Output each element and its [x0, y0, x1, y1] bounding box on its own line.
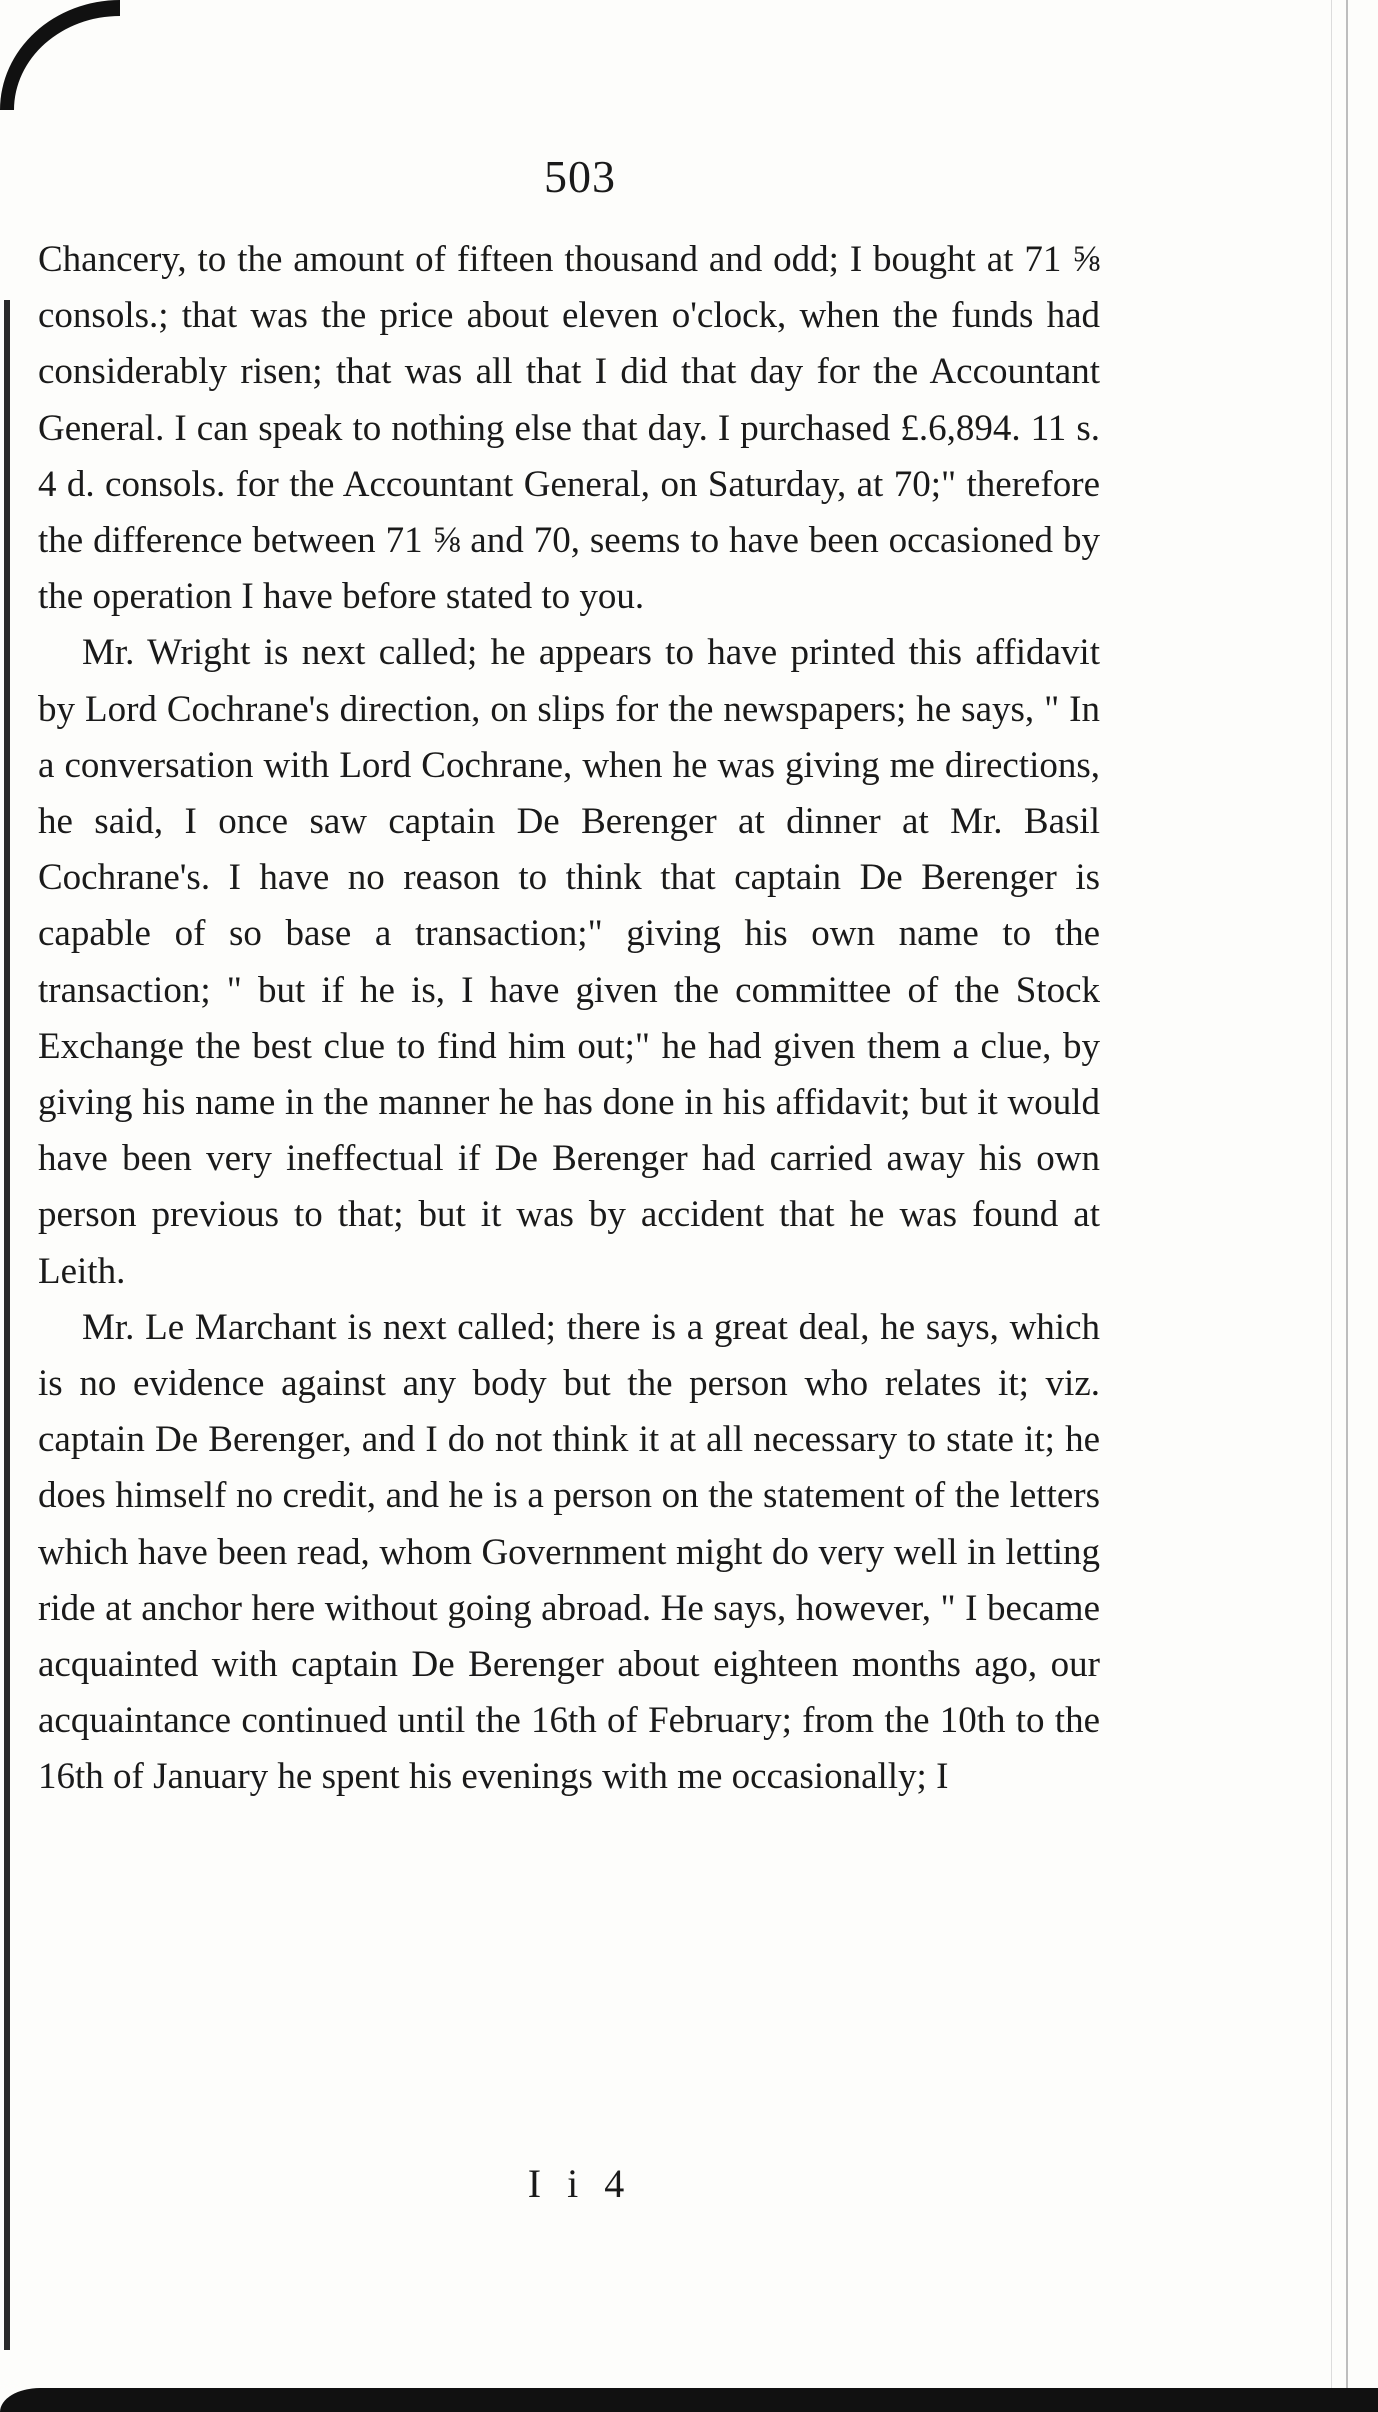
paragraph-3: Mr. Le Marchant is next called; there is a great deal, he says, which is no evidence against any body but the person who relates it; viz. captain De Berenger, and I do not think it at all necessary to state it; he does himself no credit, and he is a person on the statement of the letters which have been read, whom Government might do very well in letting ride at anchor here without going abroad. He says, however, " I became acquainted with captain De Berenger about eighteen months ago, our acquaintance continued until the 16th of February; from the 10th to the 16th of January he spent his evenings with me occasionally; I: [38, 1306, 1100, 1798]
page-corner-shadow: [0, 0, 120, 110]
paragraph-1: Chancery, to the amount of fifteen thousand and odd; I bought at 71 ⅝ consols.; that was the price about eleven o'clock, when the funds had considerably risen; that was all that I did that day for the Accountant General. I can speak to nothing else that day. I purchased £.6,894. 11 s. 4 d. consols. for the Accountant General, on Saturday, at 70;" therefore the difference between 71 ⅝ and 70, seems to have been occasioned by the operation I have before stated to you.: [38, 239, 1100, 618]
page-edge-line-inner: [1331, 0, 1332, 2412]
body-text: [38, 232, 1100, 1806]
signature-mark: I i 4: [527, 2161, 633, 2206]
page-bottom-shadow: [0, 2388, 1378, 2412]
paragraph-2: Mr. Wright is next called; he appears to have printed this affidavit by Lord Cochrane's direction, on slips for the newspapers; he says, " In a conversation with Lord Cochrane, when he was giving me directions, he said, I once saw captain De Berenger at dinner at Mr. Basil Cochrane's. I have no reason to think that captain De Berenger is capable of so base a transaction;" giving his own name to the transaction; " but if he is, I have given the committee of the Stock Exchange the best clue to find him out;" he had given them a clue, by giving his name in the manner he has done in his affidavit; but it would have been very ineffectual if De Berenger had carried away his own person previous to that; but it was by accident that he was found at Leith.: [38, 632, 1100, 1292]
page-edge-line: [1346, 0, 1348, 2412]
binding-edge: [4, 300, 10, 2350]
page-number: 503: [544, 151, 616, 202]
